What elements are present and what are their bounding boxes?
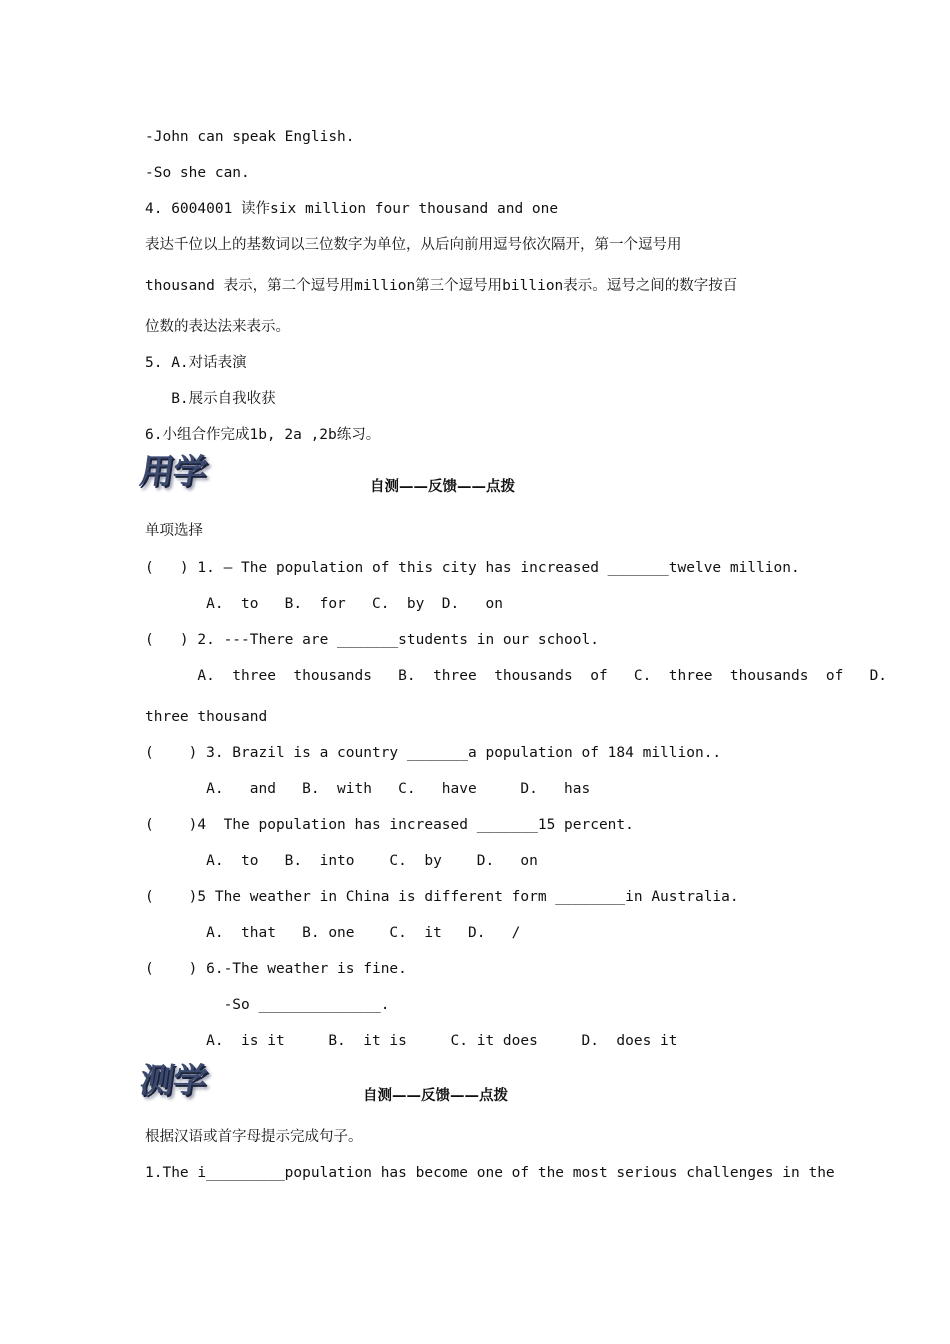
question-options: A. that B. one C. it D. / [145, 925, 521, 941]
section-art-heading: 用学 [137, 452, 209, 492]
question-options: A. to B. for C. by D. on [145, 596, 503, 612]
text-line: 6.小组合作完成1b, 2a ,2b练习。 [145, 427, 381, 443]
question-line: ( ) 2. ---There are _______students in our school. [145, 632, 599, 648]
question-line: -So ______________. [145, 997, 390, 1013]
question-options: A. to B. into C. by D. on [145, 853, 538, 869]
question-line: ( ) 6.-The weather is fine. [145, 961, 407, 977]
question-options: A. is it B. it is C. it does D. does it [145, 1033, 678, 1049]
question-line: ( ) 3. Brazil is a country _______a population of 184 million.. [145, 745, 722, 761]
text-line: 位数的表达法来表示。 [145, 319, 290, 335]
question-options: A. and B. with C. have D. has [145, 781, 591, 797]
exercise-line: 1.The i_________population has become one of the most serious challenges in the [145, 1165, 835, 1181]
question-line: ( )4 The population has increased _______15 percent. [145, 817, 634, 833]
section-art-heading: 测学 [137, 1061, 209, 1101]
question-options: A. three thousands B. three thousands of C. three thousands of D. [145, 668, 888, 684]
section-intro: 单项选择 [145, 523, 203, 539]
text-line: thousand 表示，第二个逗号用million第三个逗号用billion表示。逗号之间的数字按百 [145, 278, 738, 294]
section-title: 自测——反馈——点拨 [363, 1088, 508, 1104]
text-line: 5. A.对话表演 [145, 355, 247, 371]
section-title: 自测——反馈——点拨 [370, 479, 515, 495]
question-line: ( ) 1. — The population of this city has increased _______twelve million. [145, 560, 800, 576]
text-line: -John can speak English. [145, 129, 355, 145]
text-line: B.展示自我收获 [145, 391, 276, 407]
question-options: three thousand [145, 709, 268, 725]
text-line: 4. 6004001 读作six million four thousand and one [145, 201, 559, 217]
text-line: 表达千位以上的基数词以三位数字为单位，从后向前用逗号依次隔开，第一个逗号用 [145, 237, 682, 253]
question-line: ( )5 The weather in China is different form ________in Australia. [145, 889, 739, 905]
text-line: -So she can. [145, 165, 250, 181]
section-intro: 根据汉语或首字母提示完成句子。 [145, 1129, 363, 1145]
